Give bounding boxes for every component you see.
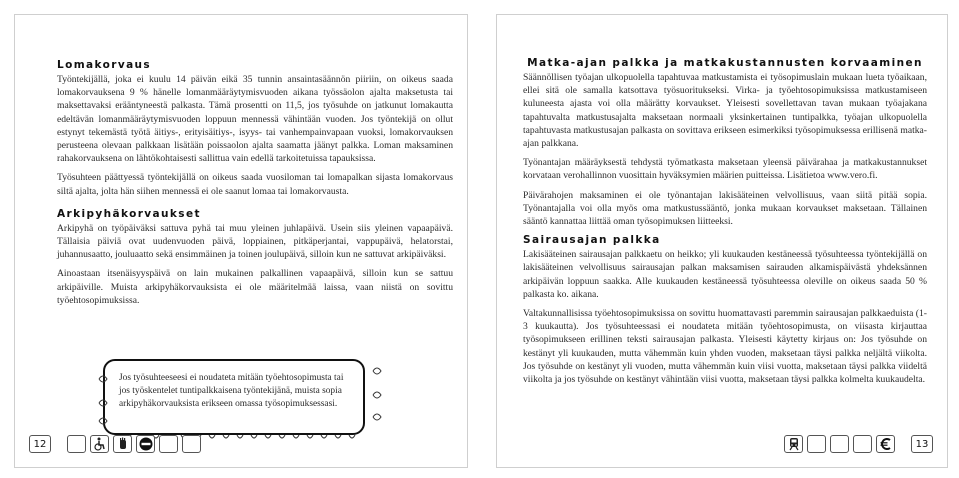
paragraph: Lakisääteinen sairausajan palkkaetu on heikko; yli kuukauden kestäneessä työsuhteessa työntekijällä on lakisääteinen velvollisuus sairausajan palkan maksamisen sairauden alkamispäivästä yhdeksännen arkipäivän loppuun saakka. Alle kuukauden kestäneessä työsuhteessa oleville on oikeus saada 50 % palkasta ko. aikana.: [523, 249, 927, 300]
paragraph: Työnantajan määräyksestä tehdystä työmatkasta maksetaan yleensä päivärahaa ja matkakustannukset korvataan verohallinnon vuosittain hyväksymien määrien puitteissa. Lisätietoa www.vero.fi.: [523, 157, 927, 182]
blank-icon: [67, 435, 86, 453]
note-spiral-decoration: [95, 351, 385, 443]
paragraph: Työntekijällä, joka ei kuulu 14 päivän eikä 35 tunnin ansaintasäännön piiriin, on oikeus saada lomakorvauksena 9 % hänelle lomanmääräytymisvuoden aikana työssäolon ajalta maksetusta tai maksettavaksi erääntyneestä palkasta. Tämä prosentti on 11,5, jos työsuhde on jatkunut lomakautta edeltävän lomanmääräytymisvuoden loppuun mennessä vähintään vuoden. Jos työntekijä on ollut estynyt tekemästä työtä äitiys-, erityisäitiys-, isyys- tai vanhempainvapaan vuoksi, lomakorvauksen perusteena olevaan palkkaan lisätään poissaolon ajalta saamatta jäänyt palkka. Loman maksaminen rahakorvauksena on lähtökohtaisesti sallittua vain edellä tarkoitetuissa tapauksissa.: [57, 74, 453, 165]
euro-icon: [876, 435, 895, 453]
blank-icon: [807, 435, 826, 453]
blank-icon: [182, 435, 201, 453]
section-heading-matka-ajan-palkka: Matka-ajan palkka ja matkakustannusten korvaaminen: [527, 57, 923, 69]
right-footer: [784, 435, 933, 453]
page-number: 13: [911, 435, 933, 453]
left-footer: [29, 435, 201, 453]
train-icon: [784, 435, 803, 453]
paragraph: Arkipyhä on työpäiväksi sattuva pyhä tai muu yleinen juhlapäivä. Usein siis yleinen vapaapäivä. Tällaisia päiviä ovat uudenvuoden päivä, loppiainen, pitkäperjantai, vappupäivä, helatorstai, juhannusaatto, jouluaatto sekä ensimmäinen ja toinen joulupäivä, silloin kun ne sattuvat arkipäiväksi.: [57, 222, 453, 261]
paragraph: Valtakunnallisissa työehtosopimuksissa on sovittu huomattavasti paremmin sairausajan palkkaeduista (1-3 kuukautta). Jos työsuhteessasi ei noudateta mitään työehtosopimusta, on viisasta kirjauttaa työsopimukseen erillinen teksti sairausajan palkasta. Yleisesti käytetty kirjaus on: Jos työsuhde on kestänyt yli kuukauden, mutta vähemmän kuin yhden vuoden, maksetaan täysi palkka neljältä viikolta. Jos työsuhde on kestänyt yli vuoden, mutta vähemmän kuin viisi vuotta, maksetaan täysi palkka viideltä viikolta ja jos työsuhde on kestänyt vähintään viisi vuotta, maksetaan täysi palkka kolmelta kuukaudelta.: [523, 308, 927, 386]
blank-icon: [853, 435, 872, 453]
blank-icon: [830, 435, 849, 453]
section-heading-lomakorvaus: Lomakorvaus: [57, 59, 152, 71]
note-text: Jos työsuhteeseesi ei noudateta mitään työehtosopimusta tai jos työskentelet tuntipalkkaisena työntekijänä, muista sopia arkipyhäkorvauksista erikseen omassa työsopimuksessasi.: [119, 373, 344, 409]
paragraph: Ainoastaan itsenäisyyspäivä on lain mukainen palkallinen vapaapäivä, silloin kun se sattuu arkipäiville. Muista arkipyhäkorvauksista ei ole määritelmää laissa, vaan niistä on sovittu työehtosopimuksissa.: [57, 268, 453, 306]
paragraph: Säännöllisen työajan ulkopuolella tapahtuvaa matkustamista ei työsopimuslain mukaan lueta työaikaan, ellei sitä ole samalla katsottava työsuoritukseksi. Virka- ja työehtosopimuksissa matkustamiseen kuluneesta ajasta voi olla määrätty korvaukset. Yleisesti sovellettavan tavan mukaan työajakana tapahtuvalta matkustusajalta maksetaan normaali yksinkertainen tuntipalkka, työajan ulkopuolella tapahtuvasta matkustusajan palkasta on sovittava erikseen esimerkiksi työsopimuksessa erillisenä matka-ajan palkkana.: [523, 72, 927, 150]
sign-language-icon: [113, 435, 132, 453]
right-content: [523, 57, 927, 392]
page-number: 12: [29, 435, 51, 453]
no-entry-icon: [136, 435, 155, 453]
paragraph: Työsuhteen päättyessä työntekijällä on oikeus saada vuosiloman tai lomapalkan sijasta lomakorvaus siltä ajalta, jolta hän siihen mennessä ei ole saanut lomaa tai lomakorvausta.: [57, 172, 453, 197]
left-page: [14, 14, 468, 468]
section-heading-sairausajan-palkka: Sairausajan palkka: [523, 234, 661, 247]
left-content: [57, 59, 453, 313]
paragraph: Päivärahojen maksaminen ei ole työnantajan lakisääteinen velvollisuus, vaan siitä pitää sopia. Työnantajalla voi olla myös oma matkustussääntö, jonka mukaan korvaukset maksetaan. Tällainen sääntö kannattaa liittää oman työsopimuksen liitteeksi.: [523, 189, 927, 228]
right-page: [496, 14, 948, 468]
section-heading-arkipyhakorvaukset: Arkipyhäkorvaukset: [57, 207, 201, 220]
wheelchair-icon: [90, 435, 109, 453]
blank-icon: [159, 435, 178, 453]
